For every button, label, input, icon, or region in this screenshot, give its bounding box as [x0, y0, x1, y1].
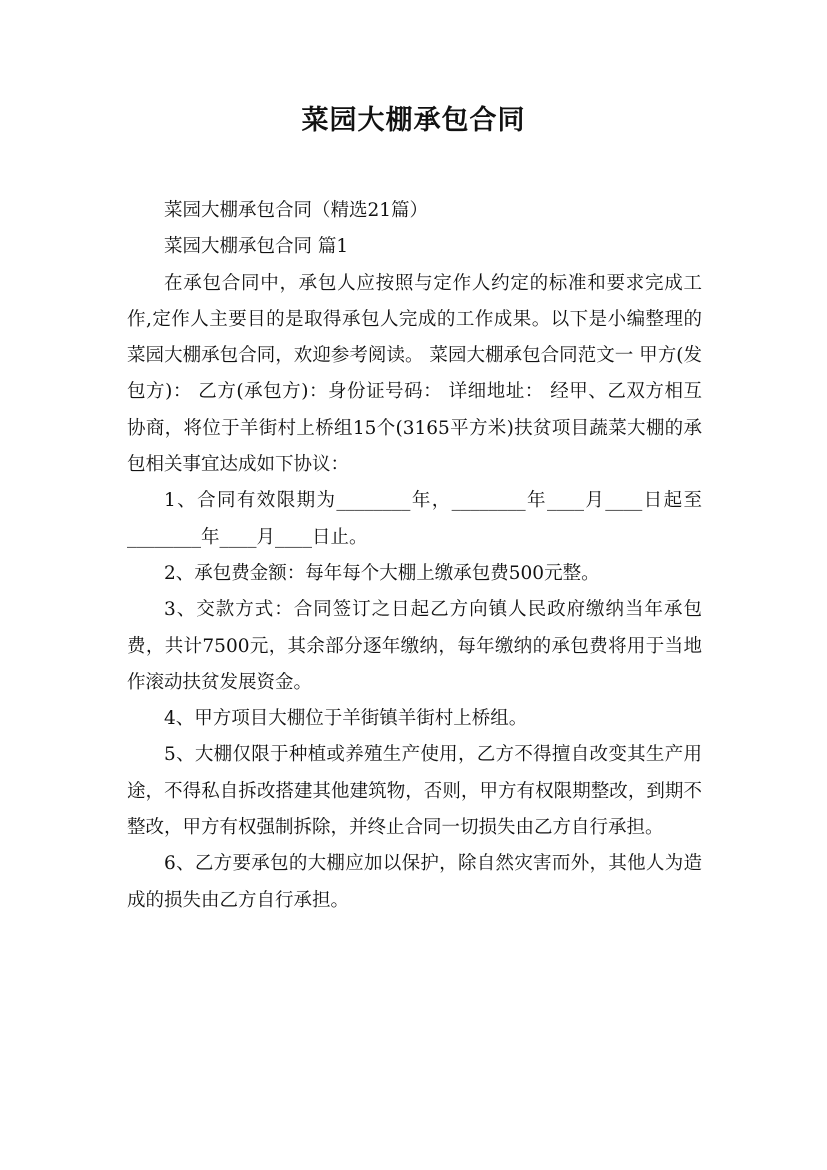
document-body [127, 193, 702, 919]
paragraph-section-heading: 菜园大棚承包合同 篇1 [164, 236, 349, 258]
paragraph-clause-2: 2、承包费金额：每年每个大棚上缴承包费500元整。 [164, 562, 600, 584]
paragraph-clause-5: 5、大棚仅限于种植或养殖生产使用，乙方不得擅自改变其生产用途，不得私自拆改搭建其他建筑物，否则，甲方有权限期整改，到期不整改，甲方有权强制拆除，并终止合同一切损失由乙方自行承担。 [127, 744, 702, 839]
paragraph-clause-6: 6、乙方要承包的大棚应加以保护，除自然灾害而外，其他人为造成的损失由乙方自行承担。 [127, 853, 702, 911]
paragraph-clause-4: 4、甲方项目大棚位于羊街镇羊街村上桥组。 [164, 708, 528, 730]
document-title: 菜园大棚承包合同 [301, 105, 526, 136]
paragraph-subtitle: 菜园大棚承包合同（精选21篇） [164, 200, 429, 221]
paragraph-clause-1: 1、合同有效限期为________年，________年____月____日起至________年____月____日止。 [127, 490, 702, 548]
paragraph-intro: 在承包合同中，承包人应按照与定作人约定的标准和要求完成工作,定作人主要目的是取得承包人完成的工作成果。以下是小编整理的菜园大棚承包合同，欢迎参考阅读。 菜园大棚承包合同范文一 甲方(发包方)： 乙方(承包方)：身份证号码： 详细地址： 经甲、乙双方相互协商，将位于羊街村上桥组15个(3165平方米)扶贫项目蔬菜大棚的承包相关事宜达成如下协议： [127, 272, 702, 476]
paragraph-clause-3: 3、交款方式：合同签订之日起乙方向镇人民政府缴纳当年承包费，共计7500元，其余部分逐年缴纳，每年缴纳的承包费将用于当地作滚动扶贫发展资金。 [127, 599, 702, 693]
